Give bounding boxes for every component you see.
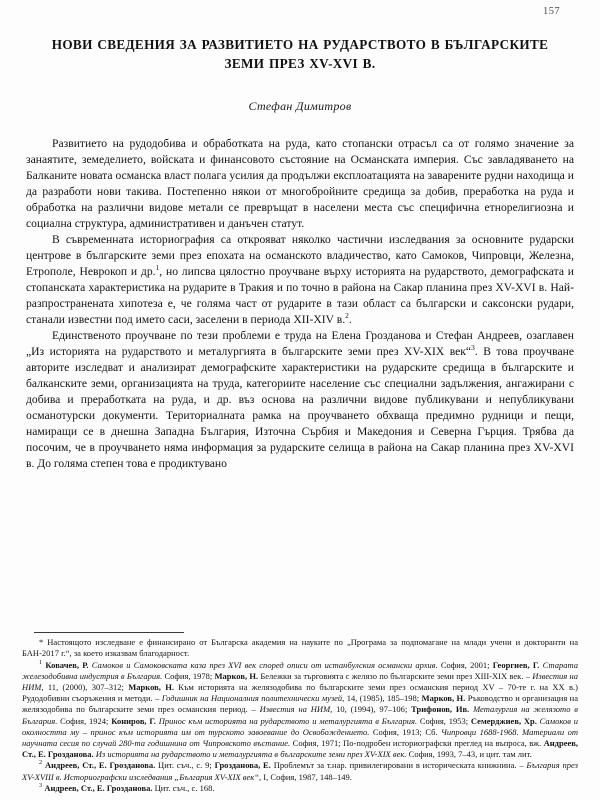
footnote-3 — [22, 783, 578, 794]
footnote-marker: 3 — [39, 781, 43, 789]
footnote-marker: 1 — [39, 658, 43, 666]
footnote-text-segment: Металургия на желязото в България. — [22, 704, 578, 726]
body-paragraph-3: Единственото проучване по тези проблеми е труда на Елена Грозданова и Стефан Андреев, озаглавен „Из историята на рударството и металургията в българските земи през XV-XIX век“$^3$. В това проучване авторите изследват и анализират демографските характеристики на рударските средища в българските и балканските земи, организацията на труда, категориите население със специални задължения, ангажирани с добива и преработката на руда, и др. въз основа на различни видове публикувани и непубликувани османотурски документи. Териториалната рамка на проучването обхваща предимно рудници и пещи, намиращи се в днешна Западна България, Източна Сърбия и Македония и Северна Гърция. Трябва да посочим, че в проучването няма информация за рударските селища в района на Сакар планина през XV-XVI в. До голяма степен това е продиктувано — [26, 328, 574, 470]
footnote-text-segment: София, 1913; Сб. — [369, 726, 442, 737]
footnote-text-segment: Принос към историята на рударството и металургията в България. — [155, 715, 418, 726]
footnote-text-segment: 14, (1985), 185–198; — [344, 693, 422, 704]
footnote-reference: 3 — [471, 343, 475, 352]
footnote-text-segment: 10, (1994), 97–106; — [332, 704, 412, 715]
footnote-reference: 1 — [155, 263, 160, 273]
footnote-text-segment: Настоящото изследване е финансирано от Българска академия на науките по „Програма за подпомагане на млади учени и докторанти на БАН-2017 г.“, за което изказвам благодарност. — [22, 637, 578, 659]
footnote-text-segment: Георгиев, Г. — [492, 659, 540, 670]
article-title-line-2: ЗЕМИ ПРЕЗ XV-XVI В. — [224, 55, 376, 71]
footnote-text-segment: Марков, Н. — [128, 681, 174, 692]
footnote-text-segment: Към историята на желязодобива по българските земи през османския период XV – 70-те г. на XX в.) Рудодобивни съоръжения и методи. – — [22, 681, 578, 704]
article-title-line-1: НОВИ СВЕДЕНИЯ ЗА РАЗВИТИЕТО НА РУДАРСТВОТО В БЪЛГАРСКИТЕ — [51, 37, 549, 52]
footnote-text-segment: Семерджиев, Хр. — [470, 715, 537, 726]
footnote-text-segment: Марков, Н. — [421, 693, 466, 704]
footnote-text-segment: Из историята на рударството и металургията в българските земи през XV-XIX век. — [93, 749, 407, 760]
footnote-star — [22, 637, 578, 659]
footnote-text-segment: Цит. съч., с. 9; — [155, 760, 215, 771]
page-title — [26, 36, 574, 73]
footnote-text-segment: София, 1993, 7–43, и цит. там лит. — [406, 749, 532, 760]
footnote-text-segment: Цит. съч., с. 168. — [152, 782, 215, 793]
footnote-text-segment: Ковачев, Р. — [45, 659, 89, 670]
footnote-text-segment: Известия на НИМ, — [22, 670, 578, 692]
footnote-text-segment: Самоков и околността му – принос към историята им от турското завоевание до Освобождението. — [22, 715, 579, 737]
body-paragraph-1: Развитието на рудодобива и обработката на руда, като стопански отрасъл са от голямо значение за занаятите, земеделието, войската и финансовото състояние на Османската империя. Със завладяването на Балканите новата османска власт полага усилия да продължи експлоатацията на заварените рудни находища и да разработи нови такива. Постепенно някои от многобройните средища за добив, преработка на руда и обработка на различни видове метали се превръщат в населени места със специфична етнорелигиозна и социална структура, административен и данъчен статут. — [26, 137, 574, 231]
footnote-text-segment: I, София, 1987, 148–149. — [261, 771, 352, 782]
footnote-text-segment: Марков, Н. — [214, 670, 259, 681]
footnote-text-segment: Трифонов, Ив. — [411, 704, 470, 715]
footnote-2 — [22, 760, 578, 782]
footnotes-section — [22, 632, 578, 794]
body-paragraph-2: В съвременната историография са открояват няколко частични изследвания за основните рударски центрове в българските земи през епохата на османското владичество, като Самоков, Чипровци, Железна, Етрополе, Неврокоп и др.$^1$, но липсва цялостно проучване върху историята на рударството, демографската и стопанската характеристика на рударите в Тракия и по точно в района на Сакар планина през XV-XVI в. Най-разпространената хипотеза е, че голяма част от рударите в тази област са български и саксонски рудари, станали известни под името саси, заселени в периода XII-XIV в.$^2$. — [26, 233, 574, 326]
footnote-marker: * — [39, 637, 44, 648]
footnote-text-segment: Бележки за търговията с желязо по българските земи през XIII-XIX век. – — [258, 670, 533, 681]
footnote-reference: 2 — [345, 311, 349, 321]
footnote-text-segment: Кониров, Г. — [111, 715, 156, 726]
footnote-text-segment: 11, (2000), 307–312; — [43, 681, 129, 692]
footnote-text-segment: София, 1978; — [162, 670, 215, 681]
footnote-text-segment: Годишник на Националния политехнически музей, — [161, 693, 345, 704]
footnote-separator-rule — [34, 632, 184, 633]
footnote-text-segment: Проблемът за т.нар. привилегировани в историческата книжнина. – — [270, 760, 527, 771]
footnote-text-segment: Андреев, Ст., Е. Грозданова. — [44, 782, 153, 793]
footnote-text-segment: България през XV-XVIII в. Историографски изследвания „България XV-XIX век“, — [22, 760, 578, 782]
page-number: 157 — [543, 6, 560, 17]
footnote-text-segment: София, 1924; — [57, 715, 112, 726]
footnote-text-segment: София, 1953; — [417, 715, 471, 726]
footnote-text-segment: Чипровци 1688-1968. Материали от научната сесия по случай 280-та годишнина от Чипровското въстание. — [22, 726, 578, 748]
footnote-text-segment: София, 2001; — [437, 659, 493, 670]
footnote-marker: 2 — [39, 759, 43, 767]
footnote-text-segment: Известия на НИМ, — [259, 704, 333, 715]
footnote-text-segment: Андреев, Ст., Е. Грозданова. — [22, 737, 578, 760]
footnote-text-segment: Самоков и Самоковската каза през XVI век според описи от истанбулския османски архив. — [88, 659, 438, 670]
author-byline: Стефан Димитров — [248, 99, 352, 114]
footnote-text-segment: Ръководство и организация на желязодобива по българските земи през османския период. – — [22, 693, 578, 715]
footnote-text-segment: София, 1971; По-подробен историографски преглед на въпроса, вж. — [290, 737, 544, 748]
footnote-text-segment: Грозданова, Е. — [214, 760, 271, 771]
footnote-text-segment: Андреев, Ст., Е. Грозданова. — [45, 760, 156, 771]
article-body — [22, 136, 578, 471]
footnote-1 — [22, 660, 578, 761]
footnote-text-segment: Старата железодобивна индустрия в България. — [22, 659, 579, 681]
